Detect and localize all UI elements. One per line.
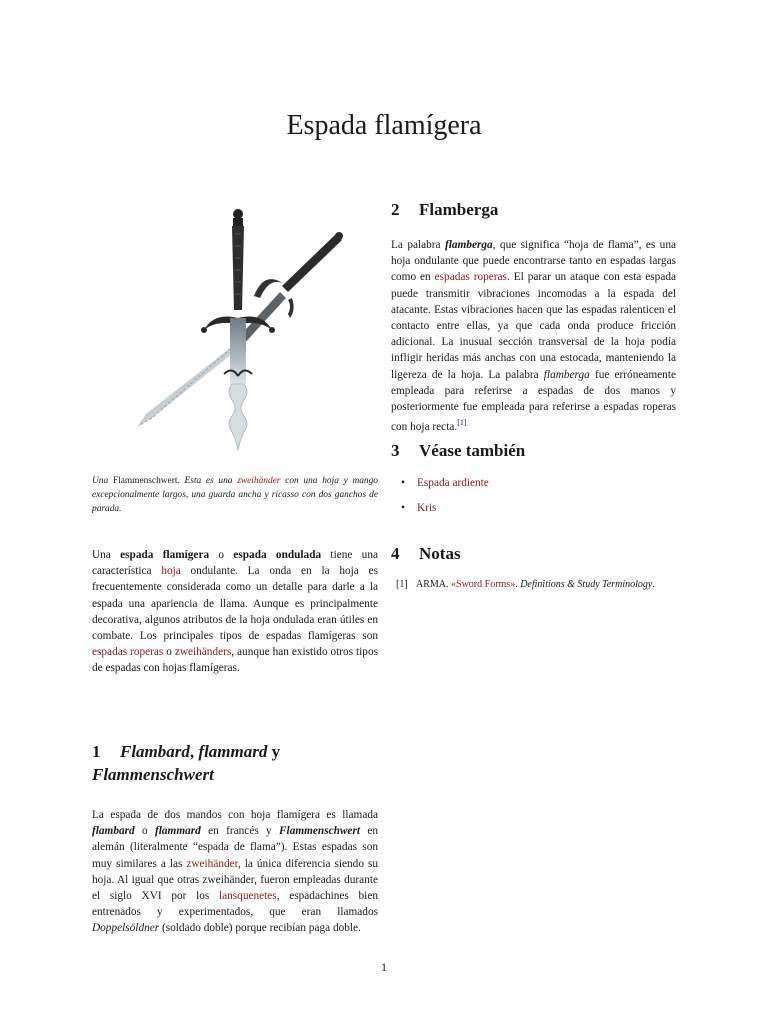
figure-caption [92,474,378,516]
link-zweihanders[interactable]: zweihänders [174,646,232,659]
section-1-paragraph [92,807,378,937]
section-2-heading [391,199,498,221]
text: La espada de dos mandos con hoja flamígera es llamada [92,809,378,821]
bold-term: espada flamígera [120,549,210,561]
text: o [209,549,234,561]
reference-entry [391,578,676,592]
bold-term: flamberga [444,239,493,251]
section-number: 2 [391,200,400,219]
link-espadas-roperas[interactable]: espadas roperas [92,646,164,659]
text: o [163,646,175,659]
text: en francés y [200,825,280,838]
section-1-heading [92,740,378,786]
link-kris[interactable]: Kris [417,502,437,514]
italic-term: flamberga [543,368,590,381]
heading-text: , [189,742,199,761]
heading-text: Flambard [120,742,190,761]
page-title: Espada flamígera [286,110,482,141]
text: , la única diferencia siendo su hoja. Al igual que otras zweihänder, fueron empleadas durante el siglo XVI por los [92,857,378,903]
link-espada-ardiente[interactable]: Espada ardiente [417,477,489,489]
section-3-heading [391,440,525,462]
heading-text: Véase también [419,441,526,460]
list-item [391,500,489,516]
text: La palabra [391,239,445,251]
text: , espadachines bien entrenados y experimentados, que eran llamados [92,890,378,919]
heading-text: flammard [198,742,268,761]
section-number: 1 [92,742,101,761]
link-hoja[interactable]: hoja [161,565,181,578]
link-espadas-roperas[interactable]: espadas roperas [434,271,507,284]
bold-term: Flammenschwert [279,825,360,838]
text: tiene una característica [92,549,378,578]
caption-link-zweihander[interactable]: zweihänder [237,476,281,486]
heading-text: y [267,742,281,761]
bold-term: flambard [92,825,135,838]
text: . [652,579,655,590]
caption-text: Una [92,476,109,486]
vertical-sword [201,209,275,450]
text: , que significa “hoja de flama”, es una hoja ondulante que puede encontrarse tanto en espadas largas como en [391,239,676,284]
text: (soldado doble) porque recibían paga doble. [159,922,361,935]
text: . El parar un ataque con esta espada puede transmitir vibraciones incomodas a la espada del atacante. Estas vibraciones hacen que las espadas ralenticen el contacto entre ellas, ya que cada onda produce fricción adicional. La inusual sección transversal de la hoja podía infligir heridas más anchas con una estocada, manteniendo la ligereza de la hoja. La palabra [391,271,676,381]
caption-text: con una hoja y mango excepcionalmente largos, una guarda ancha y ricasso con dos ganchos de parada. [92,476,378,514]
text: ondulante. La onda en la hoja es frecuentemente considerada como un detalle para darle a la espada una apariencia de llama. Aunque es principalmente decorativa, algunos atributos de la hoja ondulada eran útiles en combate. Los principales tipos de espadas flamígeras son [92,565,378,643]
text: . [515,579,521,590]
section-number: 3 [391,441,400,460]
link-zweihander[interactable]: zweihänder [186,857,238,870]
caption-text: Flammenschwert. [108,476,185,486]
citation-link[interactable]: [1] [457,418,467,428]
text: fue erróneamente empleada para referirse a espadas de dos manos y posteriormente fue empleada para referirse a espadas roperas con hoja recta. [391,368,676,433]
heading-text: Notas [419,544,461,563]
text: , aunque han existido otros tipos de espadas con hojas flamígeras. [92,646,379,675]
section-2-paragraph [391,237,676,435]
section-number: 4 [391,544,400,563]
bold-term: flammard [154,825,201,838]
flame-swords-illustration [92,200,378,460]
text: ARMA. [416,579,452,590]
text: o [134,825,155,838]
sword-figure [92,200,378,460]
caption-text: Esta es una [184,476,238,486]
see-also-list [391,475,489,525]
reference-label: [1] [396,579,408,590]
intro-paragraph [92,547,378,677]
bold-term: espada ondulada [233,549,322,561]
link-lansquenetes[interactable]: lansquenetes [218,890,277,903]
heading-text: Flammenschwert [92,765,214,784]
list-item [391,475,489,491]
link-sword-forms[interactable]: «Sword Forms» [451,579,516,590]
italic-term: Doppelsöldner [92,922,160,935]
text: en alemán (literalmente “espada de flama”). Estas espadas son muy similares a las [92,825,378,870]
text: Una [92,549,121,561]
page-number: 1 [381,960,387,974]
italic-term: Definitions & Study Terminology [520,579,653,590]
section-4-heading [391,543,461,565]
heading-text: Flamberga [419,200,499,219]
